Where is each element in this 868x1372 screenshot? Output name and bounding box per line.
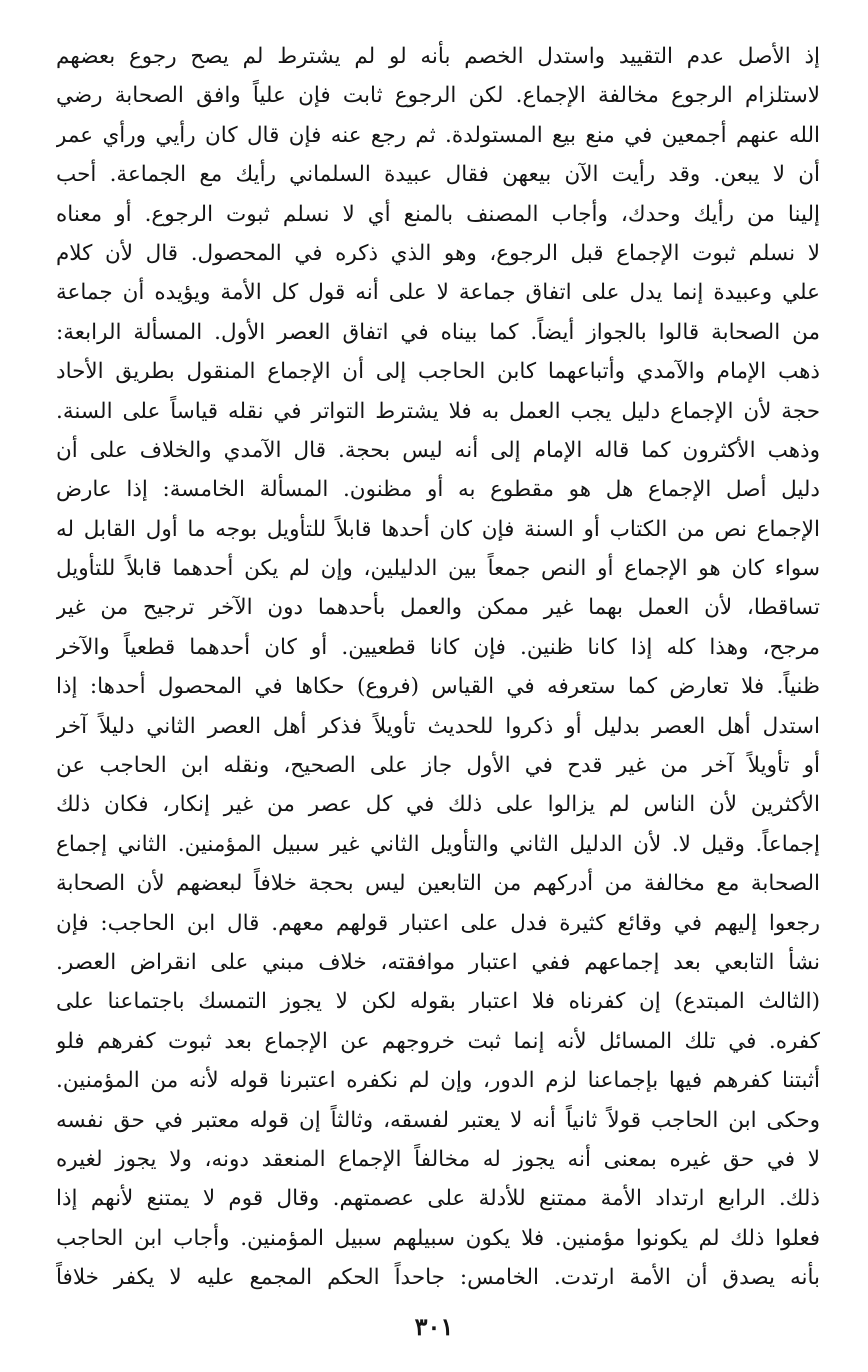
text-line-16: مرجح، وهذا كله إذا كانا ظنين. فإن كانا قطعيين. أو كان أحدهما قطعياً والآخر [56,634,820,660]
text-line-3: الله عنهم أجمعين في منع بيع المستولدة. ثم رجع عنه فإن قال كان رأيي ورأي عمر [56,122,820,148]
text-line-5: إلينا من رأيك وحدك، وأجاب المصنف بالمنع أي لا نسلم ثبوت الرجوع. أو معناه [56,201,820,227]
text-line-26: كفره. في تلك المسائل لأنه إنما ثبت خروجهم عن الإجماع بعد ثبوت كفرهم فلو [56,1028,820,1054]
body-text [56,37,820,1298]
text-line-19: أو تأويلاً آخر من غير قدح في الأول جاز على الصحيح، ونقله ابن الحاجب عن [56,753,820,779]
text-line-25: (الثالث المبتدع) إن كفرناه فلا اعتبار بقوله لكن لا يجوز التمسك باجتماعنا على [56,989,820,1015]
text-line-22: الصحابة مع مخالفة من أدركهم من التابعين ليس بحجة خلافاً لبعضهم لأن الصحابة [56,871,820,897]
page-number: ٣٠١ [414,1312,454,1341]
text-line-23: رجعوا إليهم في وقائع كثيرة فدل على اعتبار قولهم معهم. قال ابن الحاجب: فإن [56,910,820,936]
text-line-4: أن لا يبعن. وقد رأيت الآن بيعهن فقال عبيدة السلماني رأيك مع الجماعة. أحب [56,162,820,188]
text-line-17: ظنياً. فلا تعارض كما ستعرفه في القياس (فروع) حكاها في المحصول أحدها: إذا [56,674,820,700]
text-line-6: لا نسلم ثبوت الإجماع قبل الرجوع، وهو الذي ذكره في المحصول. قال لأن كلام [56,240,820,266]
text-line-27: أثبتنا كفرهم فيها بإجماعنا لزم الدور، وإن لم نكفره اعتبرنا قوله لأنه من المؤمنين. [56,1068,820,1094]
text-line-31: فعلوا ذلك لم يكونوا مؤمنين. فلا يكون سبيلهم سبيل المؤمنين. وأجاب ابن الحاجب [56,1225,820,1251]
text-line-30: ذلك. الرابع ارتداد الأمة ممتنع للأدلة على عصمتهم. وقال قوم لا يمتنع لأنهم إذا [56,1186,820,1212]
text-line-10: حجة لأن الإجماع دليل يجب العمل به فلا يشترط التواتر في نقله قياساً على السنة. [56,398,820,424]
text-line-15: تساقطا، لأن العمل بهما غير ممكن والعمل بأحدهما دون الآخر ترجيح من غير [56,595,820,621]
text-line-32: بأنه يصدق أن الأمة ارتدت. الخامس: جاحداً الحكم المجمع عليه لا يكفر خلافاً [56,1265,820,1291]
text-line-24: نشأ التابعي بعد إجماعهم ففي اعتبار موافقته، خلاف مبني على انقراض العصر. [56,949,820,975]
text-line-20: الأكثرين لأن الناس لم يزالوا على ذلك في كل عصر من غير إنكار، فكان ذلك [56,792,820,818]
text-line-21: إجماعاً. وقيل لا. لأن الدليل الثاني والتأويل الثاني غير سبيل المؤمنين. الثاني إجماع [56,831,820,857]
text-line-8: من الصحابة قالوا بالجواز أيضاً. كما بيناه في اتفاق العصر الأول. المسألة الرابعة: [56,319,820,345]
text-line-18: استدل أهل العصر بدليل أو ذكروا للحديث تأويلاً فذكر أهل العصر الثاني دليلاً آخر [56,713,820,739]
text-line-7: علي وعبيدة إنما يدل على اتفاق جماعة لا على أنه قول كل الأمة ويؤيده أن جماعة [56,280,820,306]
text-line-1: إذ الأصل عدم التقييد واستدل الخصم بأنه لو لم يشترط لم يصح رجوع بعضهم [56,44,820,69]
text-line-28: وحكى ابن الحاجب قولاً ثانياً أنه لا يعتبر لفسقه، وثالثاً إن قوله معتبر في حق نفسه [56,1107,820,1133]
text-line-14: سواء كان هو الإجماع أو النص جمعاً بين الدليلين، وإن لم يكن أحدهما قابلاً للتأويل [56,556,820,582]
text-line-11: وذهب الأكثرون كما قاله الإمام إلى أنه ليس بحجة. قال الآمدي والخلاف على أن [56,437,820,463]
text-line-12: دليل أصل الإجماع هل هو مقطوع به أو مظنون. المسألة الخامسة: إذا عارض [56,477,820,503]
text-line-29: لا في حق غيره بمعنى أنه يجوز له مخالفاً الإجماع المنعقد دونه، ولا يجوز لغيره [56,1146,820,1172]
text-line-2: لاستلزام الرجوع مخالفة الإجماع. لكن الرجوع ثابت فإن علياً وافق الصحابة رضي [56,83,820,109]
text-line-9: ذهب الإمام والآمدي وأتباعهما كابن الحاجب إلى أن الإجماع المنقول بطريق الأحاد [56,359,820,385]
text-line-13: الإجماع نص من الكتاب أو السنة فإن كان أحدها قابلاً للتأويل بوجه ما أول القابل له [56,516,820,542]
